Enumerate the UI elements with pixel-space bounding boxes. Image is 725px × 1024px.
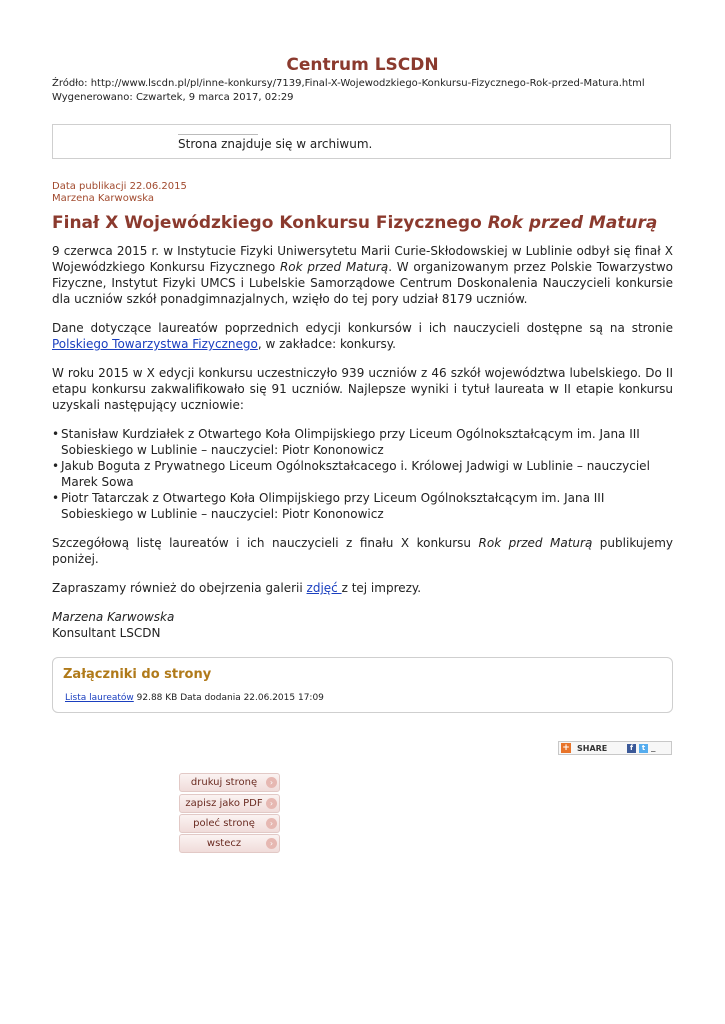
facebook-icon[interactable]: f [627, 744, 636, 753]
paragraph-details [52, 535, 673, 567]
chevron-right-icon: › [266, 777, 277, 788]
publication-date: Data publikacji 22.06.2015 [52, 181, 187, 192]
print-button[interactable] [179, 773, 280, 792]
generated-date: Wygenerowano: Czwartek, 9 marca 2017, 02:29 [52, 92, 294, 103]
attachment-info: 92.88 KB Data dodania 22.06.2015 17:09 [133, 693, 324, 703]
article-title [52, 213, 657, 233]
share-label: SHARE [577, 744, 608, 753]
list-item: • Piotr Tatarczak z Otwartego Koła Olimpijskiego przy Liceum Ogólnokształcącym im. Jana III Sobieskiego w Lublinie – nauczyciel: Piotr Kononowicz [52, 490, 673, 522]
paragraph-gallery-part1: Zapraszamy również do obejrzenia galerii [52, 581, 307, 595]
signature-name-text: Marzena Karwowska [52, 610, 175, 624]
site-title: Centrum LSCDN [286, 55, 439, 75]
chevron-right-icon: › [266, 838, 277, 849]
paragraph-intro-part2: . W organizowanym przez Polskie Towarzystwo Fizyczne, Instytut Fizyki UMCS i Lubelskie Samorządowe Centrum Doskonalenia Nauczycieli konkursie dla uczniów szkół ponadgimnazjalnych, wzięło do tej pory udział 8179 uczniów. [52, 260, 673, 306]
archive-notice-box [52, 124, 671, 159]
back-button[interactable] [179, 834, 280, 853]
paragraph-details-part1: Szczegółową listę laureatów i ich nauczycieli z finału X konkursu [52, 536, 479, 550]
publication-author: Marzena Karwowska [52, 193, 154, 204]
list-item: • Jakub Boguta z Prywatnego Liceum Ogólnokształcacego i. Królowej Jadwigi w Lublinie – nauczyciel Marek Sowa [52, 458, 673, 490]
gallery-link[interactable]: zdjęć [306, 581, 342, 595]
paragraph-intro-italic: Rok przed Maturą [279, 260, 389, 274]
paragraph-results: W roku 2015 w X edycji konkursu uczestniczyło 939 uczniów z 46 szkół województwa lubelskiego. Do II etapu konkursu zakwalifikowało się 91 uczniów. Najlepsze wyniki i tytuł laureata w II etapie konkursu uzyskali następujący uczniowie: [52, 366, 673, 412]
recommend-button[interactable] [179, 814, 280, 833]
paragraph-gallery-part2: z tej imprezy. [341, 581, 422, 595]
paragraph-previous-part2: , w zakładce: konkursy. [257, 337, 396, 351]
paragraph-details-part2: publikujemy poniżej. [52, 536, 674, 566]
recommend-label: poleć stronę [193, 818, 255, 829]
article-title-main: Finał X Wojewódzkiego Konkursu Fizycznego [52, 213, 488, 233]
chevron-right-icon: › [266, 818, 277, 829]
article-title-italic: Rok przed Maturą [487, 213, 658, 233]
back-label: wstecz [206, 838, 242, 849]
list-item: • Stanisław Kurdziałek z Otwartego Koła Olimpijskiego przy Liceum Ogólnokształcącym im. Jana III Sobieskiego w Lublinie – nauczyciel: Piotr Kononowicz [52, 426, 673, 458]
plus-icon: + [562, 743, 570, 753]
twitter-icon[interactable]: t [639, 744, 648, 753]
attachment-row [65, 693, 324, 703]
paragraph-intro [52, 243, 673, 307]
save-pdf-button[interactable] [179, 794, 280, 813]
attachment-link[interactable]: Lista laureatów [65, 693, 134, 703]
chevron-right-icon: › [266, 798, 277, 809]
paragraph-previous-editions [52, 320, 673, 352]
more-icon[interactable]: _ [651, 743, 656, 753]
save-pdf-label: zapisz jako PDF [185, 798, 263, 809]
paragraph-intro-part1: 9 czerwca 2015 r. w Instytucie Fizyki Uniwersytetu Marii Curie-Skłodowskiej w Lublinie odbył się finał X Wojewódzkiego Konkursu Fizycznego [52, 244, 673, 274]
archive-divider [178, 134, 258, 135]
attachments-box [52, 657, 673, 713]
signature-name [52, 609, 673, 625]
paragraph-previous-part1: Dane dotyczące laureatów poprzednich edycji konkursów i ich nauczycieli dostępne są na stronie [52, 321, 673, 335]
source-url: Źródło: http://www.lscdn.pl/pl/inne-konkursy/7139,Final-X-Wojewodzkiego-Konkursu-Fizycznego-Rok-przed-Matura.html [52, 78, 645, 89]
attachments-title: Załączniki do strony [63, 667, 212, 682]
laureates-list [52, 426, 673, 522]
article-body [52, 243, 673, 641]
paragraph-details-italic: Rok przed Maturą [478, 536, 593, 550]
print-label: drukuj stronę [190, 777, 258, 788]
signature-role: Konsultant LSCDN [52, 626, 161, 640]
ptf-link[interactable]: Polskiego Towarzystwa Fizycznego [52, 337, 258, 351]
paragraph-gallery [52, 580, 673, 596]
archive-notice: Strona znajduje się w archiwum. [178, 137, 373, 151]
share-button[interactable] [558, 741, 672, 755]
